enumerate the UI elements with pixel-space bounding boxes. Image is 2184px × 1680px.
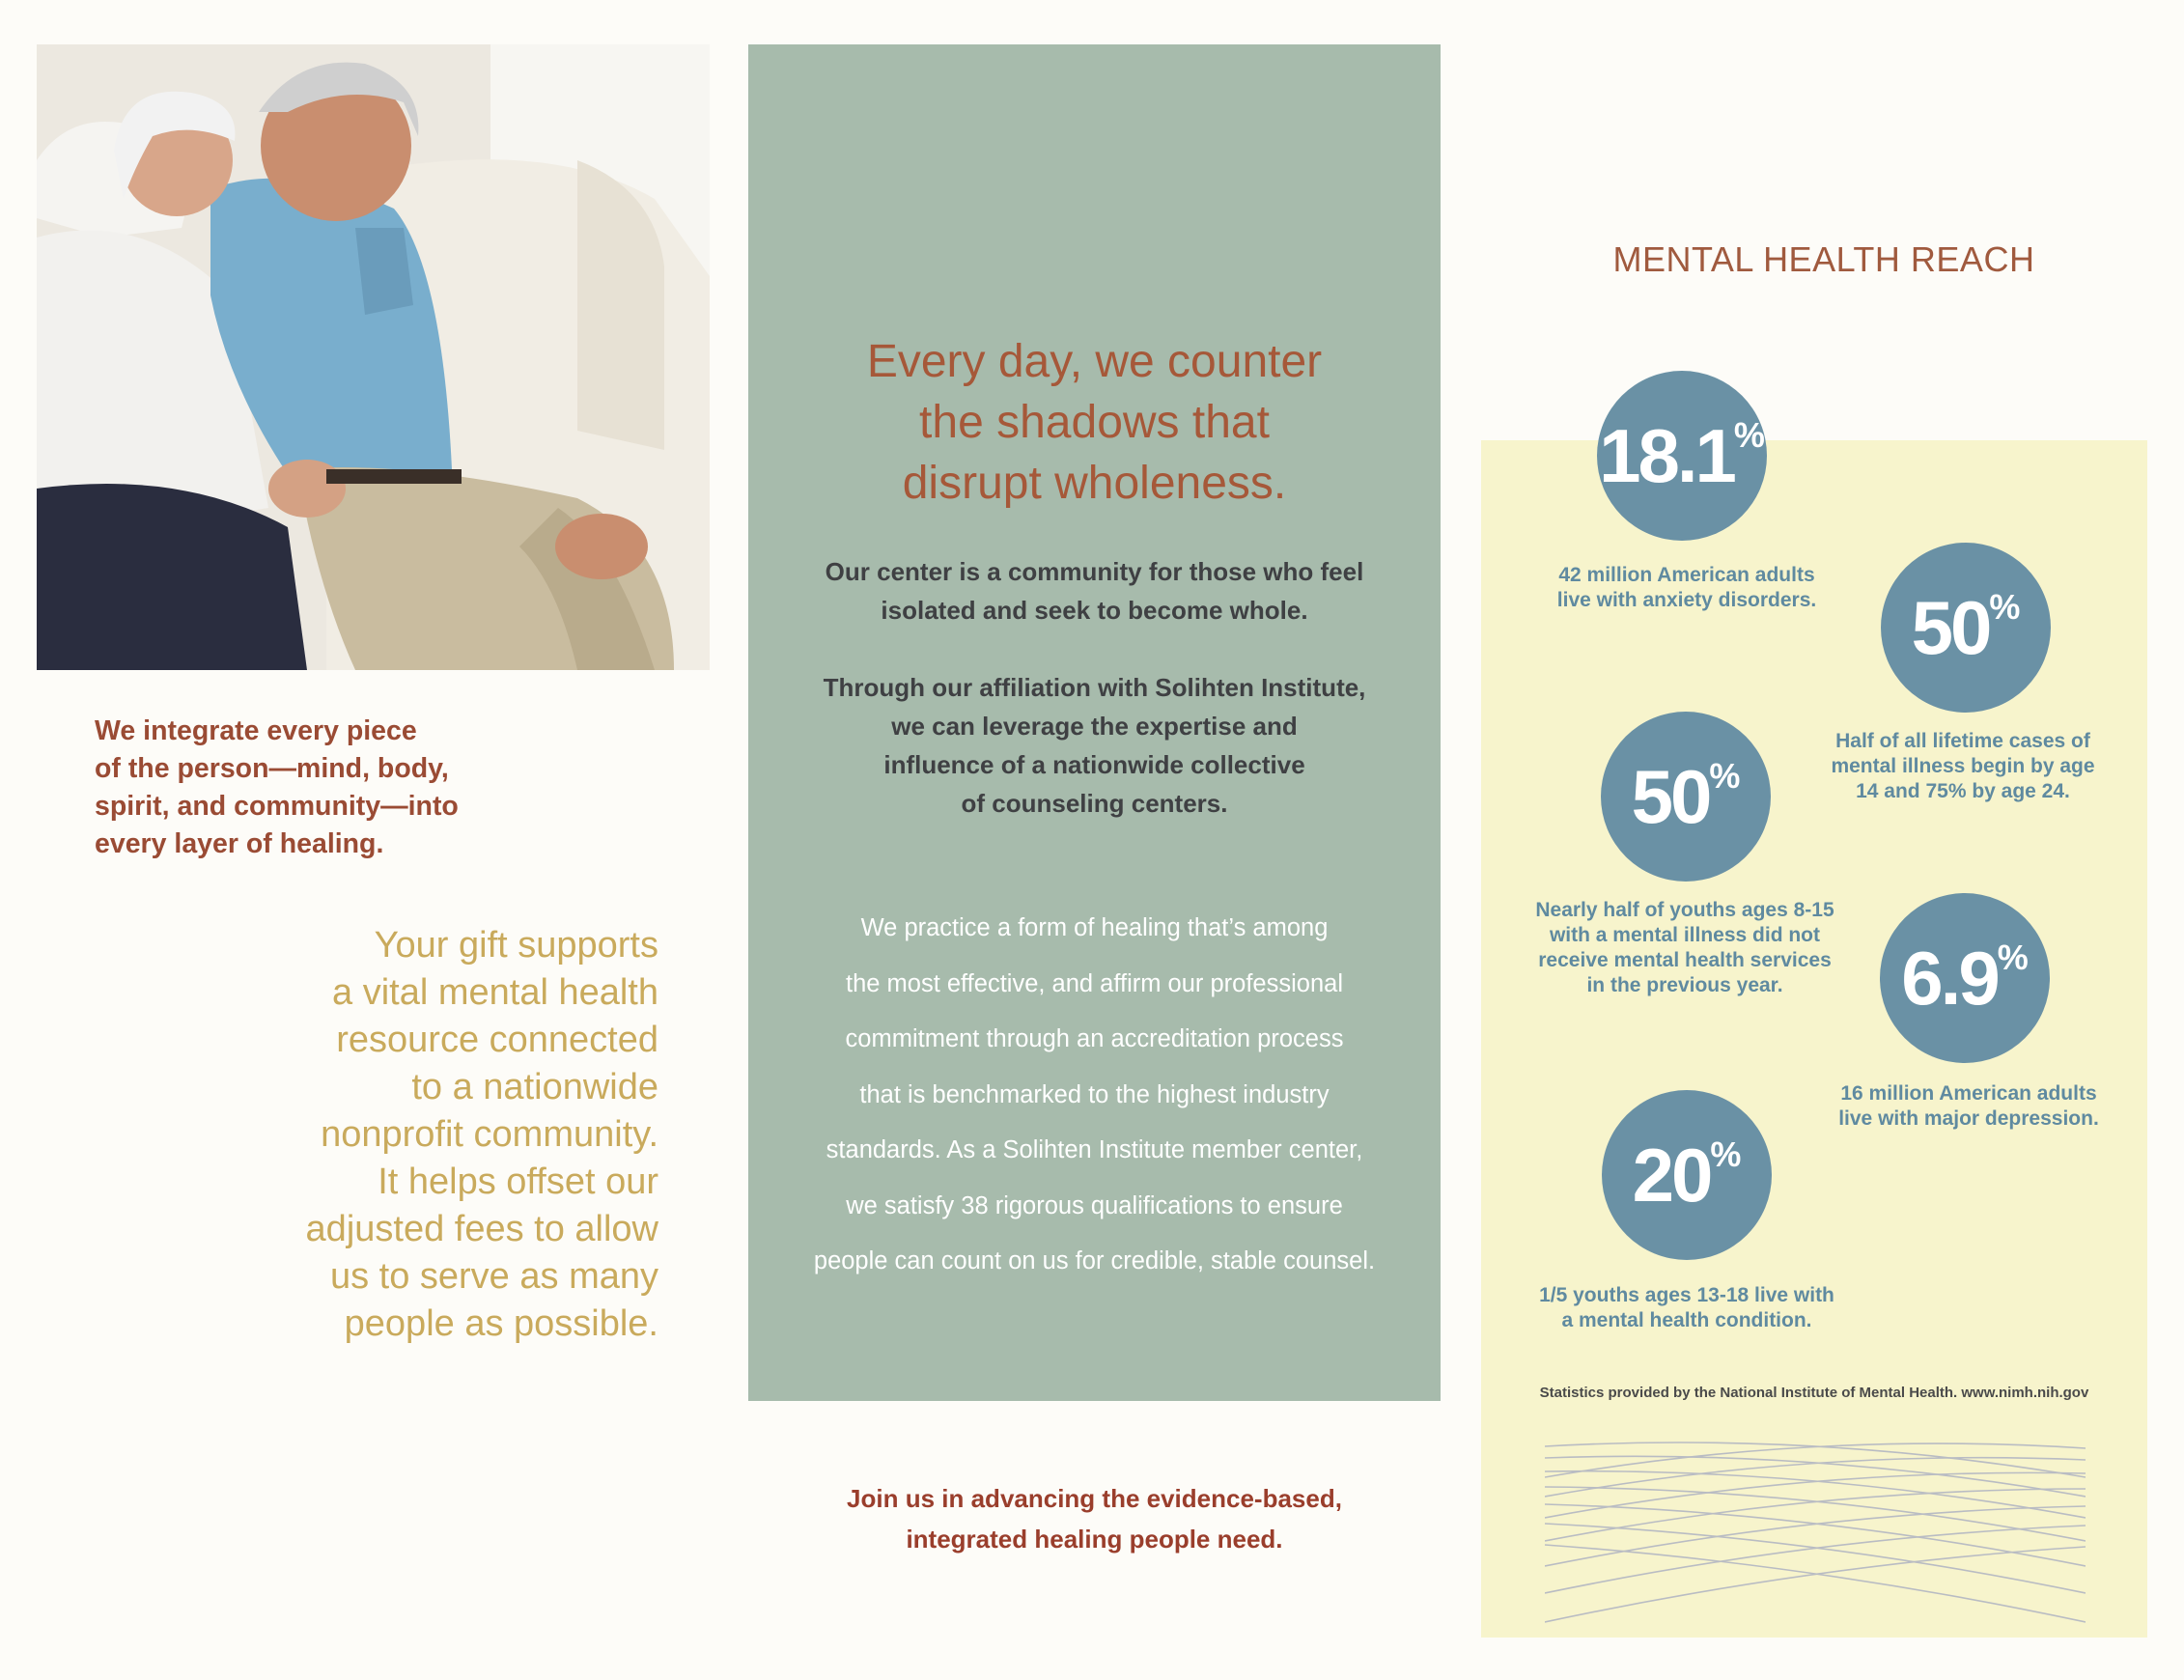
gift-line: to a nationwide (411, 1067, 658, 1107)
stat-caption-depression (1809, 1081, 2128, 1132)
stat-value: 50 (1631, 754, 1710, 839)
gift-line: nonprofit community. (321, 1114, 658, 1155)
stat-value: 6.9 (1901, 936, 1998, 1021)
gift-line: resource connected (336, 1020, 658, 1060)
stat-caption-lifetime-cases (1804, 729, 2122, 804)
stat-circle-depression (1880, 893, 2050, 1063)
stat-unit: % (1733, 415, 1765, 455)
gift-statement (290, 922, 658, 1348)
quote-line: We integrate every piece (95, 715, 417, 746)
join-call-to-action (748, 1478, 1441, 1559)
paragraph-line: the most effective, and affirm our professional (846, 969, 1343, 997)
gift-line: people as possible. (344, 1303, 658, 1344)
caption-line: a mental health condition. (1561, 1309, 1812, 1331)
panel-headline (748, 331, 1441, 514)
paragraph-line: we satisfy 38 rigorous qualifications to ensure (846, 1191, 1343, 1219)
gift-line: us to serve as many (329, 1256, 658, 1297)
stat-circle-anxiety (1597, 371, 1767, 541)
caption-line: receive mental health services (1538, 949, 1832, 971)
paragraph-line: commitment through an accreditation process (845, 1025, 1344, 1052)
stat-circle-youth-services (1601, 712, 1771, 882)
accreditation-paragraph (787, 901, 1402, 1290)
stat-caption-youth-services (1526, 898, 1844, 998)
join-line: Join us in advancing the evidence-based, (847, 1484, 1342, 1513)
stat-unit: % (1997, 938, 2029, 977)
caption-line: with a mental illness did not (1549, 924, 1821, 946)
caption-line: 1/5 youths ages 13-18 live with (1539, 1284, 1834, 1306)
quote-line: of the person—mind, body, (95, 753, 449, 784)
paragraph-line: We practice a form of healing that’s among (860, 914, 1329, 941)
stat-unit: % (1709, 756, 1741, 796)
couple-photo-illustration (37, 44, 710, 670)
quote-line: every layer of healing. (95, 828, 384, 859)
caption-line: live with major depression. (1838, 1107, 2099, 1130)
decorative-arcs (1545, 1439, 2086, 1632)
paragraph-line: influence of a nationwide collective (883, 750, 1305, 779)
gift-line: a vital mental health (332, 972, 658, 1013)
stat-circle-lifetime-cases (1881, 543, 2051, 713)
caption-line: 42 million American adults (1558, 564, 1815, 586)
couple-photo (37, 44, 710, 670)
paragraph-line: we can leverage the expertise and (891, 712, 1298, 741)
stat-value: 20 (1632, 1133, 1711, 1218)
headline-line: disrupt wholeness. (902, 458, 1287, 509)
paragraph-line: of counseling centers. (961, 789, 1228, 818)
affiliation-paragraph (748, 668, 1441, 823)
stat-value: 18.1 (1599, 413, 1734, 498)
gift-line: It helps offset our (378, 1162, 658, 1202)
stat-unit: % (1710, 1134, 1742, 1174)
paragraph-line: that is benchmarked to the highest industry (859, 1080, 1330, 1108)
stat-circle-youth-condition (1602, 1090, 1772, 1260)
gift-line: adjusted fees to allow (305, 1209, 658, 1249)
statistics-source: Statistics provided by the National Institute of Mental Health. www.nimh.nih.gov (1539, 1385, 2089, 1401)
paragraph-line: isolated and seek to become whole. (881, 596, 1308, 625)
paragraph-line: people can count on us for credible, stable counsel. (813, 1247, 1376, 1274)
caption-line: in the previous year. (1586, 974, 1783, 996)
caption-line: live with anxiety disorders. (1556, 589, 1817, 611)
integration-quote (95, 713, 539, 863)
gift-line: Your gift supports (374, 925, 658, 966)
stat-value: 50 (1911, 585, 1990, 670)
mental-health-reach-title: MENTAL HEALTH REACH (1612, 239, 2035, 279)
stat-unit: % (1989, 587, 2021, 627)
paragraph-line: standards. As a Solihten Institute member center, (826, 1136, 1363, 1163)
community-paragraph (748, 552, 1441, 630)
headline-line: the shadows that (919, 397, 1270, 448)
caption-line: Nearly half of youths ages 8-15 (1535, 899, 1834, 921)
caption-line: 16 million American adults (1840, 1082, 2097, 1105)
join-line: integrated healing people need. (906, 1525, 1283, 1554)
stat-caption-anxiety (1527, 563, 1846, 613)
headline-line: Every day, we counter (866, 336, 1323, 387)
paragraph-line: Our center is a community for those who feel (825, 557, 1364, 586)
paragraph-line: Through our affiliation with Solihten Institute, (823, 673, 1366, 702)
caption-line: 14 and 75% by age 24. (1856, 780, 2070, 802)
stat-caption-youth-condition (1527, 1283, 1846, 1333)
caption-line: Half of all lifetime cases of (1835, 730, 2090, 752)
caption-line: mental illness begin by age (1831, 755, 2095, 777)
quote-line: spirit, and community—into (95, 791, 459, 822)
